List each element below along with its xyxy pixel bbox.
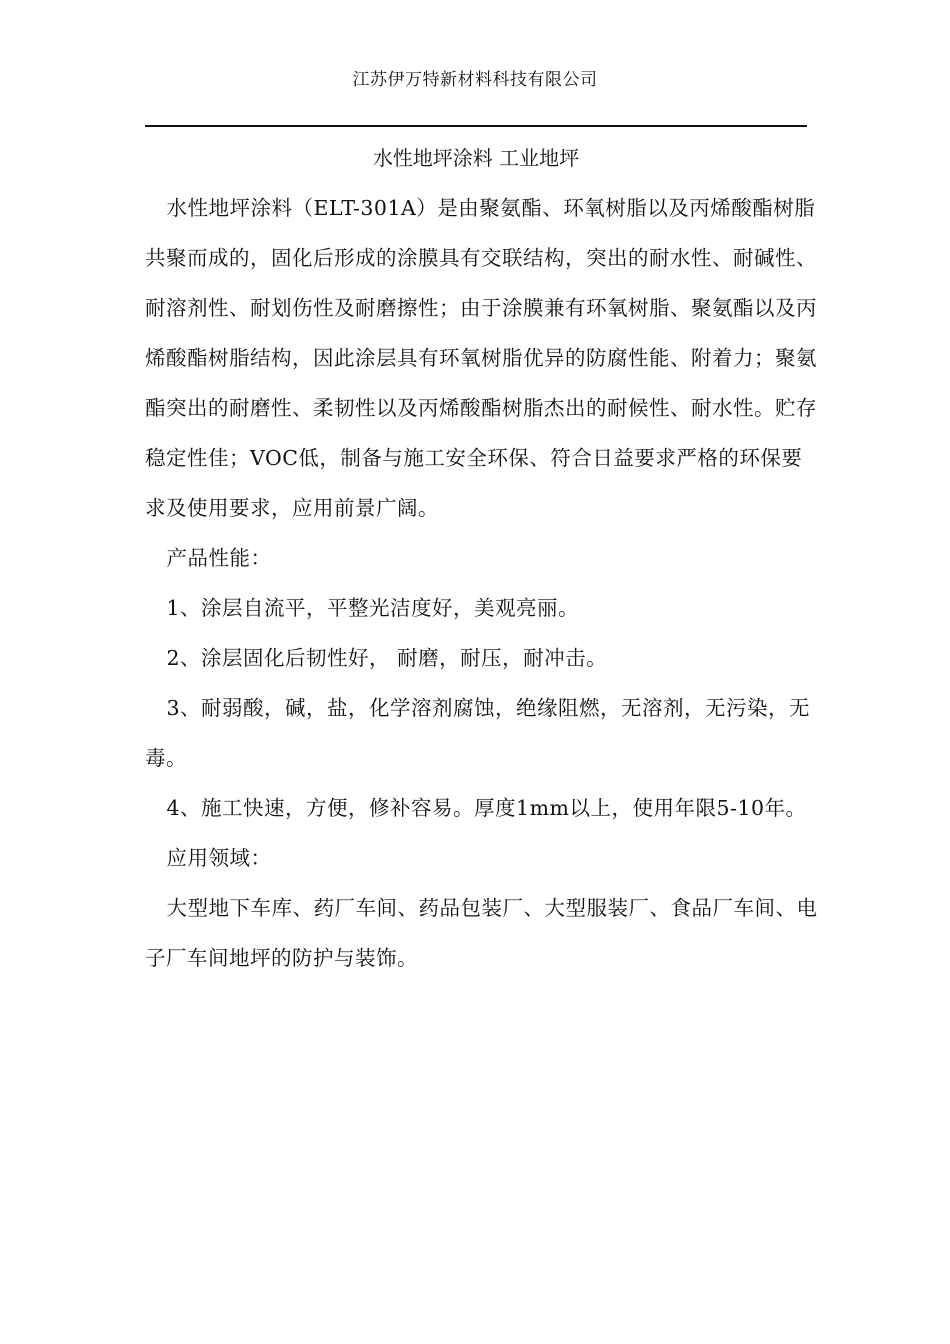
- paragraph-application-heading: 应用领域：: [166, 846, 272, 870]
- paragraph-performance-1: 1、涂层自流平，平整光洁度好，美观亮丽。: [166, 596, 580, 620]
- paragraph-performance-2: 2、涂层固化后韧性好， 耐磨，耐压，耐冲击。: [166, 646, 608, 670]
- document-title: 水性地坪涂料 工业地坪: [372, 146, 580, 170]
- paragraph-intro: 水性地坪涂料（ELT-301A）是由聚氨酯、环氧树脂以及丙烯酸酯树脂共聚而成的，固化后形成的涂膜具有交联结构，突出的耐水性、耐碱性、耐溶剂性、耐划伤性及耐磨擦性；由于涂膜兼有环氧树脂、聚氨酯以及丙烯酸酯树脂结构，因此涂层具有环氧树脂优异的防腐性能、附着力；聚氨酯突出的耐磨性、柔韧性以及丙烯酸酯树脂杰出的耐候性、耐水性。贮存稳定性佳；VOC低，制备与施工安全环保、符合日益要求严格的环保要求及使用要求，应用前景广阔。: [145, 196, 817, 520]
- paragraph-application-text: 大型地下车库、药厂车间、药品包装厂、大型服装厂、食品厂车间、电子厂车间地坪的防护与装饰。: [145, 896, 818, 970]
- page-header-company: 江苏伊万特新材料科技有限公司: [352, 70, 598, 90]
- paragraph-performance-3: 3、耐弱酸，碱，盐，化学溶剂腐蚀，绝缘阻燃，无溶剂，无污染，无毒。: [145, 696, 811, 770]
- header-rule: [145, 125, 807, 127]
- paragraph-performance-4: 4、施工快速，方便，修补容易。厚度1mm以上，使用年限5-10年。: [166, 796, 807, 820]
- paragraph-performance-heading: 产品性能：: [166, 546, 272, 570]
- document-body: [145, 183, 820, 983]
